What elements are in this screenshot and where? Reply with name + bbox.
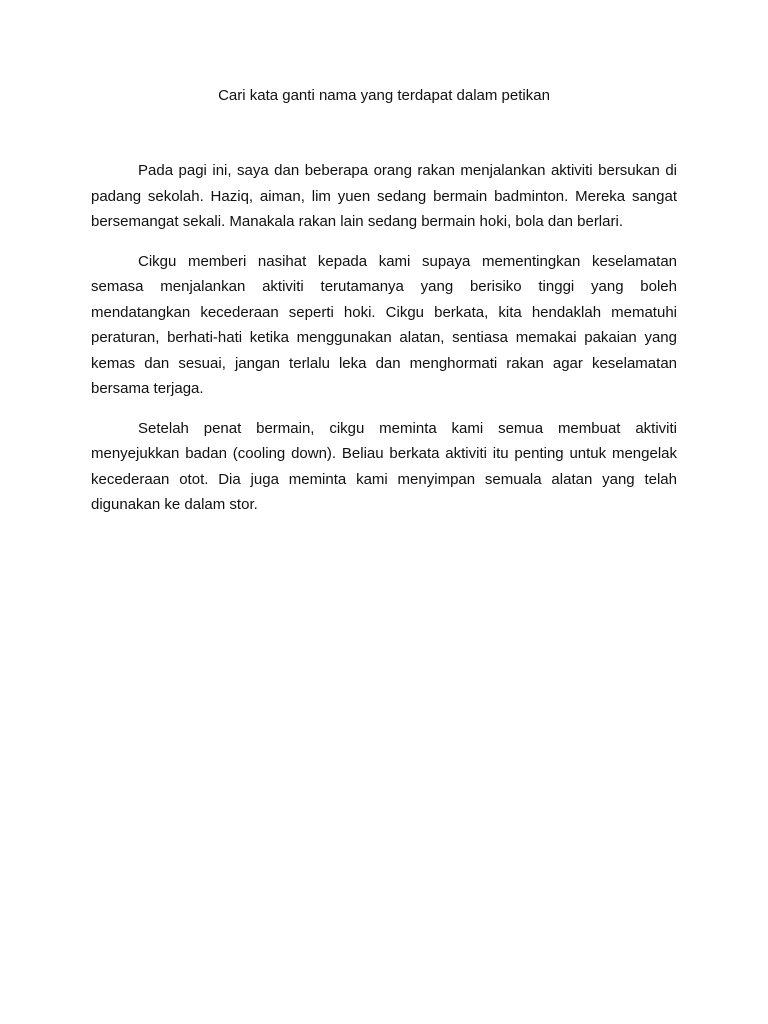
paragraph-1: Pada pagi ini, saya dan beberapa orang rakan menjalankan aktiviti bersukan di padang sekolah. Haziq, aiman, lim yuen sedang bermain badminton. Mereka sangat bersemangat sekali. Manakala rakan lain sedang bermain hoki, bola dan berlari. (91, 162, 677, 230)
paragraph-3: Setelah penat bermain, cikgu meminta kami semua membuat aktiviti menyejukkan badan (cooling down). Beliau berkata aktiviti itu penting untuk mengelak kecederaan otot. Dia juga meminta kami menyimpan semuala alatan yang telah digunakan ke dalam stor. (91, 419, 677, 513)
document-title: Cari kata ganti nama yang terdapat dalam petikan (218, 87, 550, 104)
document-body (91, 158, 677, 532)
paragraph-2: Cikgu memberi nasihat kepada kami supaya mementingkan keselamatan semasa menjalankan aktiviti terutamanya yang berisiko tinggi yang boleh mendatangkan kecederaan seperti hoki. Cikgu berkata, kita hendaklah mematuhi peraturan, berhati-hati ketika menggunakan alatan, sentiasa memakai pakaian yang kemas dan sesuai, jangan terlalu leka dan menghormati rakan agar keselamatan bersama terjaga. (91, 252, 677, 397)
